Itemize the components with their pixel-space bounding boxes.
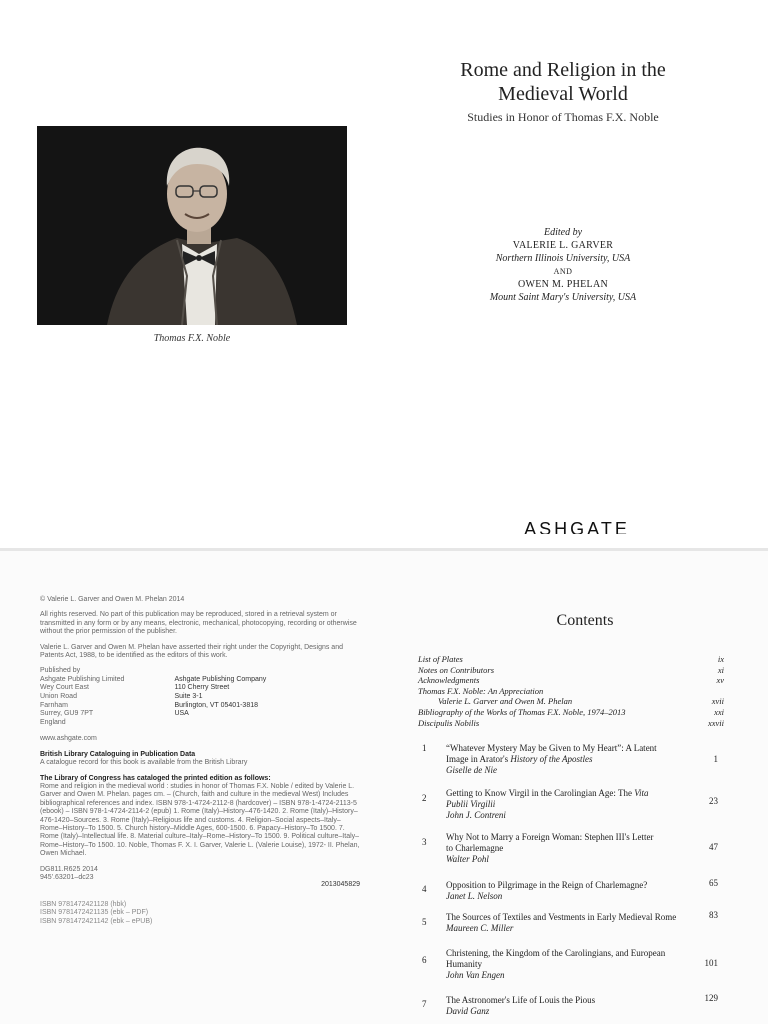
chapter-entry (418, 743, 738, 777)
toc-entry (418, 718, 738, 729)
toc-page: xv (716, 675, 724, 686)
isbn-line: ISBN 9781472421142 (ebk – ePUB) (40, 917, 153, 925)
chapter-title-line: “Whatever Mystery May be Given to My Heart”: A Latent (446, 743, 657, 753)
chapter-text (446, 743, 696, 777)
photo-caption: Thomas F.X. Noble (153, 333, 231, 344)
chapter-entry (418, 832, 738, 866)
publisher-logo: ASHGATE (524, 519, 630, 534)
loc-record: Rome and religion in the medieval world : studies in honor of Thomas F.X. Noble / edited by Valerie L. Garver and Owen M. Phelan. pages cm. – (Church, faith and culture in the medieval West) Includes bibliographical references and index. ISBN 978-1-4724-2112-8 (hardcover) – ISBN 978-1-4724-2113-5 (ebook) – ISBN 978-1-4724-2114-2 (epub) 1. Rome (Italy)–History–476-1420. 2. Rome (Italy)–History–476-1420–Sources. 3. Rome (Italy)–Religious life and customs. 4. Religion–Social aspects–Italy–Rome–History–To 1500. 5. Church history–Middle Ages, 600-1500. 6. Papacy–History–To 1500. 7. Rome (Italy)–Intellectual life. 8. Material culture–Italy–Rome–History–To 1500. 9. Political culture–Italy–Rome–History–To 1500. 10. Noble, Thomas F. X. I. Garver, Valerie L. (Valerie Louise), 1972- II. Phelan, Owen Michael. (40, 783, 360, 858)
toc-label: Bibliography of the Works of Thomas F.X. Noble, 1974–2013 (418, 706, 626, 717)
rights-statement: All rights reserved. No part of this publication may be reproduced, stored in a retrieval system or transmitted in any form or by any means, electronic, mechanical, photocopying, recording or otherwise without the prior permission of the publisher. (40, 611, 357, 636)
book-title-line1: Rome and Religion in the (460, 59, 666, 81)
publisher-addresses (40, 676, 360, 728)
chapter-entry (418, 880, 738, 902)
chapter-number: 4 (422, 884, 427, 894)
chapter-number: 5 (422, 917, 427, 927)
toc-label: Discipulis Nobilis (418, 717, 480, 728)
chapter-author: Walter Pohl (446, 854, 489, 865)
chapter-author: Giselle de Nie (446, 765, 497, 776)
toc-page: ix (717, 654, 724, 664)
address-line: Union Road (40, 693, 77, 701)
toc-label: Acknowledgments (418, 675, 480, 686)
address-line: Wey Court East (40, 684, 89, 692)
editor1-affiliation: Northern Illinois University, USA (495, 253, 631, 264)
lccn: 2013045829 (321, 880, 360, 888)
chapter-text (446, 788, 696, 822)
chapter-page: 83 (709, 910, 718, 920)
toc-page: xvii (711, 696, 724, 707)
book-subtitle: Studies in Honor of Thomas F.X. Noble (467, 110, 659, 124)
chapter-title-line: Humanity (446, 959, 482, 970)
and-label: AND (553, 267, 573, 276)
chapter-title-italic: History of the Apostles (510, 754, 593, 765)
chapter-number: 6 (422, 955, 427, 965)
chapter-text (446, 995, 696, 1017)
address-line: England (40, 718, 66, 726)
chapter-number: 7 (422, 999, 427, 1009)
toc-entry (418, 665, 738, 676)
us-address (174, 676, 266, 728)
chapter-page: 129 (704, 993, 718, 1003)
address-line: Ashgate Publishing Company (174, 675, 267, 683)
toc-entry (418, 696, 738, 707)
loc-heading: The Library of Congress has cataloged the printed edition as follows: (40, 774, 271, 782)
moral-rights-statement: Valerie L. Garver and Owen M. Phelan have asserted their right under the Copyright, Designs and Patents Act, 1988, to be identified as the editors of this work. (40, 643, 343, 660)
chapter-number: 3 (422, 837, 427, 847)
editor2-name: OWEN M. PHELAN (517, 279, 609, 290)
chapter-title-part: Image in Arator's (446, 754, 511, 765)
front-matter-list (418, 654, 738, 728)
chapter-author: Janet L. Nelson (446, 891, 503, 902)
chapter-title-line: Opposition to Pilgrimage in the Reign of Charlemagne? (446, 880, 648, 890)
chapter-title-part: Getting to Know Virgil in the Carolingian Age: The (446, 788, 635, 798)
book-title-line2: Medieval World (498, 83, 628, 105)
bl-cip-heading: British Library Cataloguing in Publication Data (40, 750, 196, 758)
published-by-label: Published by (40, 667, 81, 675)
toc-entry (418, 686, 738, 697)
address-line: Surrey, GU9 7PT (40, 710, 94, 718)
toc-entry (418, 707, 738, 718)
address-line: Ashgate Publishing Limited (40, 675, 125, 683)
chapter-number: 1 (422, 743, 427, 753)
chapter-author: David Ganz (446, 1006, 490, 1017)
isbn-line: ISBN 9781472421135 (ebk – PDF) (40, 909, 149, 917)
chapter-title-line (446, 788, 696, 799)
chapter-text (446, 832, 696, 866)
isbn-list (40, 901, 360, 926)
edited-by-label: Edited by (543, 227, 583, 238)
portrait-photo (37, 126, 347, 325)
chapter-title-line: The Sources of Textiles and Vestments in Early Medieval Rome (446, 912, 677, 922)
address-line: 110 Cherry Street (174, 684, 230, 692)
bl-cip-text: A catalogue record for this book is available from the British Library (40, 759, 248, 767)
toc-page: xxvii (707, 717, 724, 728)
copyright-line: © Valerie L. Garver and Owen M. Phelan 2014 (40, 596, 185, 603)
publisher-website: www.ashgate.com (40, 735, 97, 743)
editor1-name: VALERIE L. GARVER (512, 240, 614, 251)
book-title (393, 58, 733, 106)
chapter-author: Maureen C. Miller (446, 923, 514, 934)
editors-block (393, 226, 733, 304)
classification-number: DG811.R625 2014 (40, 865, 98, 873)
chapter-entry (418, 788, 738, 822)
chapter-page: 23 (709, 796, 718, 806)
toc-page: xxi (714, 706, 724, 717)
chapter-text (446, 880, 696, 902)
editor2-affiliation: Mount Saint Mary's University, USA (489, 292, 637, 303)
chapter-entry (418, 948, 738, 982)
isbn-line: ISBN 9781472421128 (hbk) (40, 900, 127, 908)
chapter-number: 2 (422, 793, 427, 803)
chapter-page: 47 (709, 842, 718, 852)
chapter-author: John J. Contreni (446, 810, 506, 821)
chapter-title-line: Christening, the Kingdom of the Carolingians, and European (446, 948, 666, 958)
toc-entry (418, 675, 738, 686)
address-line: Farnham (40, 701, 69, 709)
chapter-text (446, 912, 696, 934)
address-line: Suite 3-1 (174, 693, 203, 701)
contents-heading: Contents (556, 612, 614, 629)
toc-label: Thomas F.X. Noble: An Appreciation (418, 685, 544, 696)
chapter-page: 1 (713, 754, 718, 764)
toc-page: xi (717, 664, 724, 675)
chapter-title-line (446, 754, 696, 765)
chapter-title-italic: Vita (634, 788, 649, 798)
copyright-page (40, 596, 360, 926)
chapter-page: 65 (709, 878, 718, 888)
chapter-entry (418, 995, 738, 1017)
chapter-text (446, 948, 696, 982)
chapter-title-line: Publii Virgilii (446, 799, 496, 810)
chapter-title-line: The Astronomer's Life of Louis the Pious (446, 995, 596, 1005)
chapter-entry (418, 912, 738, 934)
dewey-number: 945'.63201–dc23 (40, 874, 94, 882)
toc-label: Notes on Contributors (418, 664, 495, 675)
chapter-title-line: Why Not to Marry a Foreign Woman: Stephen III's Letter (446, 832, 654, 842)
toc-label: List of Plates (418, 654, 463, 664)
portrait-image (37, 126, 347, 325)
address-line: Burlington, VT 05401-3818 (174, 701, 258, 709)
toc-entry (418, 654, 738, 665)
chapter-title-line: to Charlemagne (446, 843, 504, 854)
uk-address (40, 676, 124, 728)
toc-label: Valerie L. Garver and Owen M. Phelan (438, 696, 573, 707)
chapter-author: John Van Engen (446, 970, 505, 981)
chapter-page: 101 (704, 958, 718, 968)
address-line: USA (174, 710, 189, 718)
